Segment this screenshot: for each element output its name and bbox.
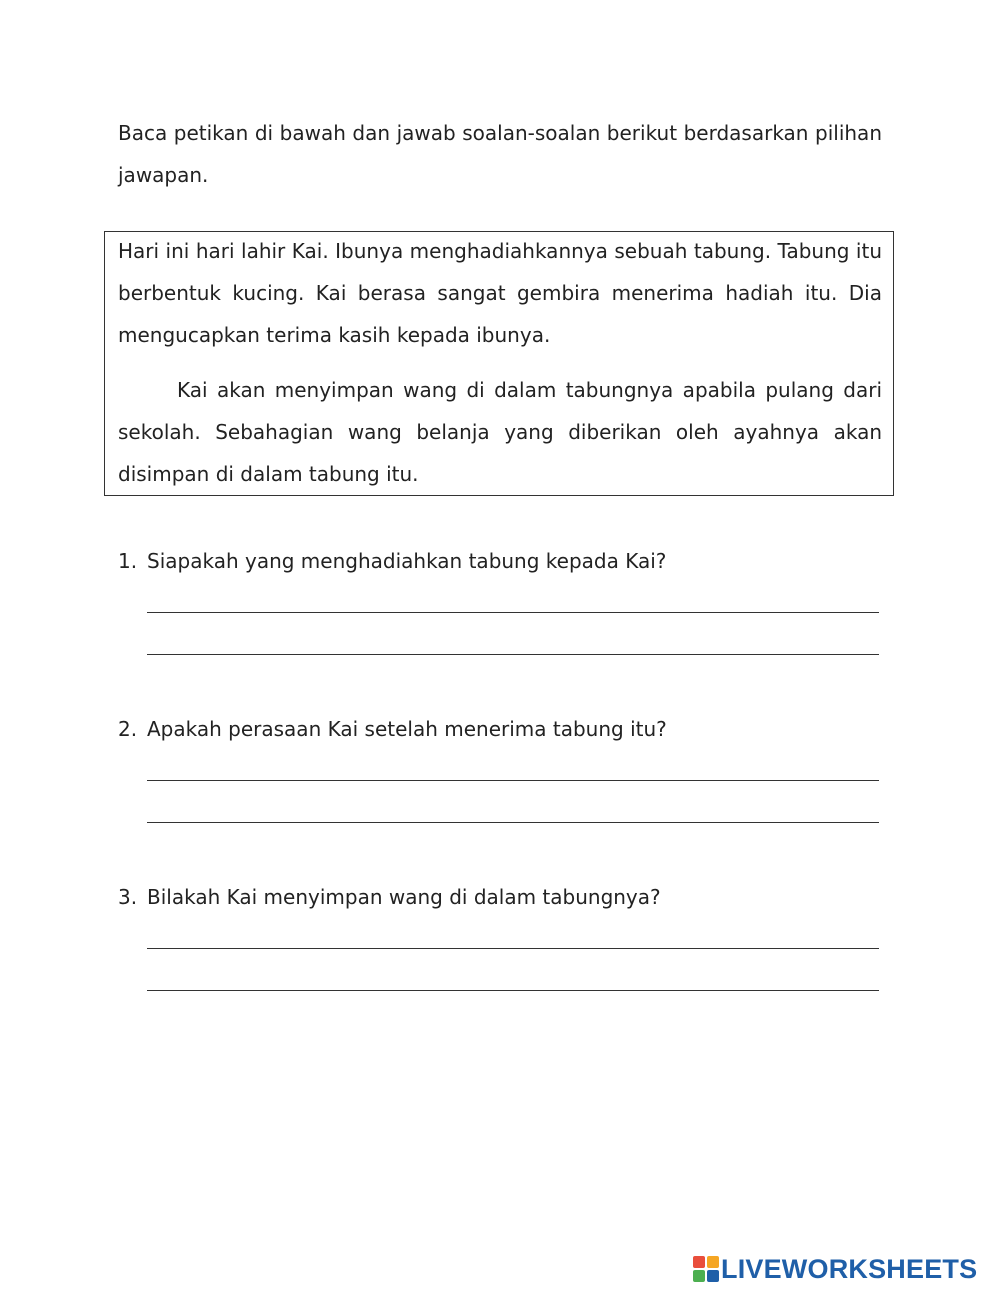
question-number: 3. bbox=[118, 885, 138, 909]
answer-line-1b[interactable] bbox=[147, 654, 879, 655]
answer-line-2a[interactable] bbox=[147, 780, 879, 781]
liveworksheets-brand bbox=[693, 1252, 977, 1286]
question-text: Apakah perasaan Kai setelah menerima tabung itu? bbox=[147, 717, 667, 741]
question-1 bbox=[118, 547, 882, 575]
liveworksheets-logo-icon bbox=[693, 1256, 719, 1282]
reading-passage-box bbox=[104, 231, 894, 496]
question-number: 1. bbox=[118, 549, 138, 573]
answer-line-3a[interactable] bbox=[147, 948, 879, 949]
logo-square-icon bbox=[693, 1270, 705, 1282]
question-3 bbox=[118, 883, 882, 911]
answer-line-3b[interactable] bbox=[147, 990, 879, 991]
logo-square-icon bbox=[707, 1270, 719, 1282]
instruction-text: Baca petikan di bawah dan jawab soalan-soalan berikut berdasarkan pilihan jawapan. bbox=[118, 121, 882, 187]
question-text: Siapakah yang menghadiahkan tabung kepada Kai? bbox=[147, 549, 667, 573]
brand-name: LIVEWORKSHEETS bbox=[721, 1253, 978, 1284]
answer-line-2b[interactable] bbox=[147, 822, 879, 823]
logo-square-icon bbox=[707, 1256, 719, 1268]
question-text: Bilakah Kai menyimpan wang di dalam tabungnya? bbox=[147, 885, 661, 909]
question-2 bbox=[118, 715, 882, 743]
logo-square-icon bbox=[693, 1256, 705, 1268]
answer-line-1a[interactable] bbox=[147, 612, 879, 613]
passage-paragraph-1: Hari ini hari lahir Kai. Ibunya menghadiahkannya sebuah tabung. Tabung itu berbentuk kucing. Kai berasa sangat gembira menerima hadiah itu. Dia mengucapkan terima kasih kepada ibunya. bbox=[118, 239, 882, 347]
question-number: 2. bbox=[118, 717, 138, 741]
passage-paragraph-2: Kai akan menyimpan wang di dalam tabungnya apabila pulang dari sekolah. Sebahagian wang belanja yang diberikan oleh ayahnya akan disimpan di dalam tabung itu. bbox=[118, 378, 882, 486]
